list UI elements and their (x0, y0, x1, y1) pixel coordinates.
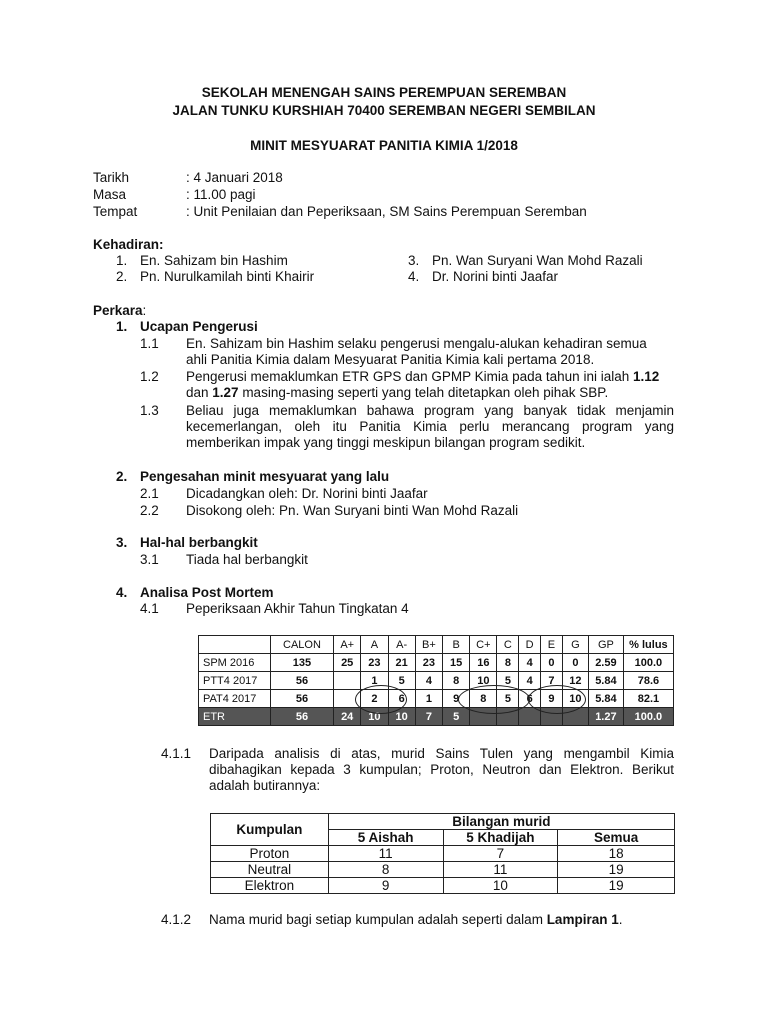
meta-value-time: : 11.00 pagi (186, 187, 256, 202)
item-1-1-number: 1.1 (140, 336, 159, 351)
results-header-cell: CALON (270, 636, 333, 654)
results-cell: 8 (443, 672, 470, 690)
results-cell: 82.1 (623, 690, 673, 708)
item-4-1-2-text: Nama murid bagi setiap kumpulan adalah seperti dalam Lampiran 1. (209, 912, 623, 927)
handdrawn-circle-mark (528, 685, 586, 714)
group-subheader: 5 Aishah (328, 830, 443, 846)
item-2-2-text: Disokong oleh: Pn. Wan Suryani binti Wan Mohd Razali (186, 503, 519, 518)
section-1-title: Ucapan Pengerusi (140, 319, 258, 334)
results-cell: 1.27 (588, 708, 623, 726)
attendee-number: 1. (116, 253, 128, 268)
results-cell: 24 (334, 708, 361, 726)
school-address: JALAN TUNKU KURSHIAH 70400 SEREMBAN NEGERI SEMBILAN (172, 103, 596, 118)
results-row (199, 690, 674, 708)
meta-label-time: Masa (93, 187, 127, 202)
item-1-3-text: Beliau juga memaklumkan bahawa program yang banyak tidak menjamin kecemerlangan, oleh itu Panitia Kimia perlu merancang program yang memberikan impak yang tinggi meskipun bilangan program sedikit. (186, 403, 674, 450)
handdrawn-circle-mark (458, 685, 530, 714)
results-cell: 8 (497, 654, 519, 672)
item-2-2-number: 2.2 (140, 503, 159, 518)
group-cell: 18 (558, 846, 675, 862)
results-cell: 5.84 (588, 672, 623, 690)
results-cell: 0 (562, 654, 588, 672)
item-4-1-1-number: 4.1.1 (161, 746, 192, 761)
results-cell: 5 (443, 708, 470, 726)
section-2-title: Pengesahan minit mesyuarat yang lalu (140, 469, 390, 484)
group-cell: 11 (328, 846, 443, 862)
group-row (211, 878, 675, 894)
item-3-1-text: Tiada hal berbangkit (186, 552, 308, 567)
results-cell: 8 (470, 690, 497, 708)
school-name: SEKOLAH MENENGAH SAINS PEREMPUAN SEREMBAN (201, 85, 567, 100)
item-2-1-number: 2.1 (140, 486, 159, 501)
results-cell: 5 (497, 690, 519, 708)
meta-label-date: Tarikh (93, 170, 130, 185)
item-4-1-1-text: Daripada analisis di atas, murid Sains Tulen yang mengambil Kimia dibahagikan kepada 3 kumpulan; Proton, Neutron dan Elektron. Berikut adalah butirannya: (209, 746, 674, 793)
results-cell: 100.0 (623, 654, 673, 672)
section-4-title: Analisa Post Mortem (140, 585, 274, 600)
results-header-row (199, 636, 674, 654)
results-row-etr (199, 708, 674, 726)
attendee-name: En. Sahizam bin Hashim (140, 253, 288, 268)
item-1-2-number: 1.2 (140, 369, 159, 384)
results-cell: 16 (470, 654, 497, 672)
group-cell: 7 (443, 846, 558, 862)
results-cell: 4 (519, 672, 541, 690)
results-cell: 135 (270, 654, 333, 672)
results-cell (334, 672, 361, 690)
results-cell: 10 (470, 672, 497, 690)
results-cell: 2 (361, 690, 388, 708)
results-cell: 23 (361, 654, 388, 672)
results-header-cell: C (497, 636, 519, 654)
meta-value-date: : 4 Januari 2018 (186, 170, 283, 185)
attendee-number: 2. (116, 269, 128, 284)
results-header-cell: E (541, 636, 563, 654)
group-cell: 10 (443, 878, 558, 894)
results-cell: 25 (334, 654, 361, 672)
results-cell: 78.6 (623, 672, 673, 690)
results-cell: 15 (443, 654, 470, 672)
results-cell: 4 (519, 654, 541, 672)
group-cell: 8 (328, 862, 443, 878)
meta-label-venue: Tempat (93, 204, 138, 219)
results-row-label: PAT4 2017 (199, 690, 271, 708)
results-row-label: ETR (199, 708, 271, 726)
results-cell: 0 (541, 654, 563, 672)
results-header-cell: B+ (415, 636, 442, 654)
group-cell: 11 (443, 862, 558, 878)
attendee-name: Dr. Norini binti Jaafar (432, 269, 559, 284)
group-table (210, 813, 675, 894)
results-cell: 1 (415, 690, 442, 708)
results-cell: 10 (388, 708, 415, 726)
group-row (211, 862, 675, 878)
results-cell: 5 (388, 672, 415, 690)
attendee-name: Pn. Wan Suryani Wan Mohd Razali (432, 253, 643, 268)
section-1-number: 1. (116, 319, 128, 334)
section-3-number: 3. (116, 535, 128, 550)
item-3-1-number: 3.1 (140, 552, 159, 567)
results-cell: 2.59 (588, 654, 623, 672)
results-cell: 12 (562, 672, 588, 690)
results-cell: 56 (270, 672, 333, 690)
item-4-1-number: 4.1 (140, 601, 159, 616)
results-table (198, 635, 674, 726)
results-header-cell: G (562, 636, 588, 654)
results-header-cell (199, 636, 271, 654)
results-header-cell: A+ (334, 636, 361, 654)
results-header-cell: C+ (470, 636, 497, 654)
results-row-label: SPM 2016 (199, 654, 271, 672)
group-cell: Elektron (211, 878, 329, 894)
results-cell: 1 (361, 672, 388, 690)
results-cell: 5.84 (588, 690, 623, 708)
attendee-number: 4. (408, 269, 420, 284)
item-1-3-number: 1.3 (140, 403, 159, 418)
attendee-number: 3. (408, 253, 420, 268)
item-1-1-line-1: En. Sahizam bin Hashim selaku pengerusi mengalu-alukan kehadiran semua (186, 336, 647, 351)
group-cell: 9 (328, 878, 443, 894)
item-1-2-line-1: Pengerusi memaklumkan ETR GPS dan GPMP Kimia pada tahun ini ialah 1.12 (186, 369, 660, 384)
results-header-cell: D (519, 636, 541, 654)
results-cell: 23 (415, 654, 442, 672)
results-header-cell: % lulus (623, 636, 673, 654)
group-cell: Neutral (211, 862, 329, 878)
group-cell: 19 (558, 878, 675, 894)
section-4-number: 4. (116, 585, 128, 600)
results-cell: 56 (270, 708, 333, 726)
item-1-1-line-2: ahli Panitia Kimia dalam Mesyuarat Panitia Kimia kali pertama 2018. (186, 352, 595, 367)
results-cell: 100.0 (623, 708, 673, 726)
group-header-bilangan: Bilangan murid (328, 814, 674, 830)
meta-value-venue: : Unit Penilaian dan Peperiksaan, SM Sains Perempuan Seremban (186, 204, 587, 219)
results-cell: 9 (541, 690, 563, 708)
perkara-heading: Perkara: (93, 303, 147, 318)
results-cell: 7 (541, 672, 563, 690)
handdrawn-circle-mark (355, 685, 407, 714)
document-title: MINIT MESYUARAT PANITIA KIMIA 1/2018 (250, 138, 518, 153)
results-cell: 21 (388, 654, 415, 672)
group-header-kumpulan: Kumpulan (211, 814, 329, 846)
results-header-cell: A (361, 636, 388, 654)
item-4-1-text: Peperiksaan Akhir Tahun Tingkatan 4 (186, 601, 409, 616)
results-row (199, 672, 674, 690)
results-row (199, 654, 674, 672)
item-1-2-line-2: dan 1.27 masing-masing seperti yang telah ditetapkan oleh pihak SBP. (186, 385, 609, 400)
results-row-label: PTT4 2017 (199, 672, 271, 690)
group-cell: Proton (211, 846, 329, 862)
results-cell: 10 (562, 690, 588, 708)
results-cell: 10 (361, 708, 388, 726)
results-cell: 6 (388, 690, 415, 708)
item-2-1-text: Dicadangkan oleh: Dr. Norini binti Jaafar (186, 486, 428, 501)
section-3-title: Hal-hal berbangkit (140, 535, 258, 550)
group-cell: 19 (558, 862, 675, 878)
attendance-heading: Kehadiran: (93, 237, 164, 252)
results-header-cell: B (443, 636, 470, 654)
group-subheader: 5 Khadijah (443, 830, 558, 846)
results-cell: 4 (415, 672, 442, 690)
attendee-name: Pn. Nurulkamilah binti Khairir (140, 269, 315, 284)
results-cell: 6 (519, 690, 541, 708)
group-row (211, 846, 675, 862)
section-2-number: 2. (116, 469, 128, 484)
results-cell: 9 (443, 690, 470, 708)
results-header-cell: A- (388, 636, 415, 654)
item-4-1-2-number: 4.1.2 (161, 912, 192, 927)
results-cell: 7 (415, 708, 442, 726)
results-cell: 5 (497, 672, 519, 690)
results-cell: 56 (270, 690, 333, 708)
results-header-cell: GP (588, 636, 623, 654)
group-subheader: Semua (558, 830, 675, 846)
